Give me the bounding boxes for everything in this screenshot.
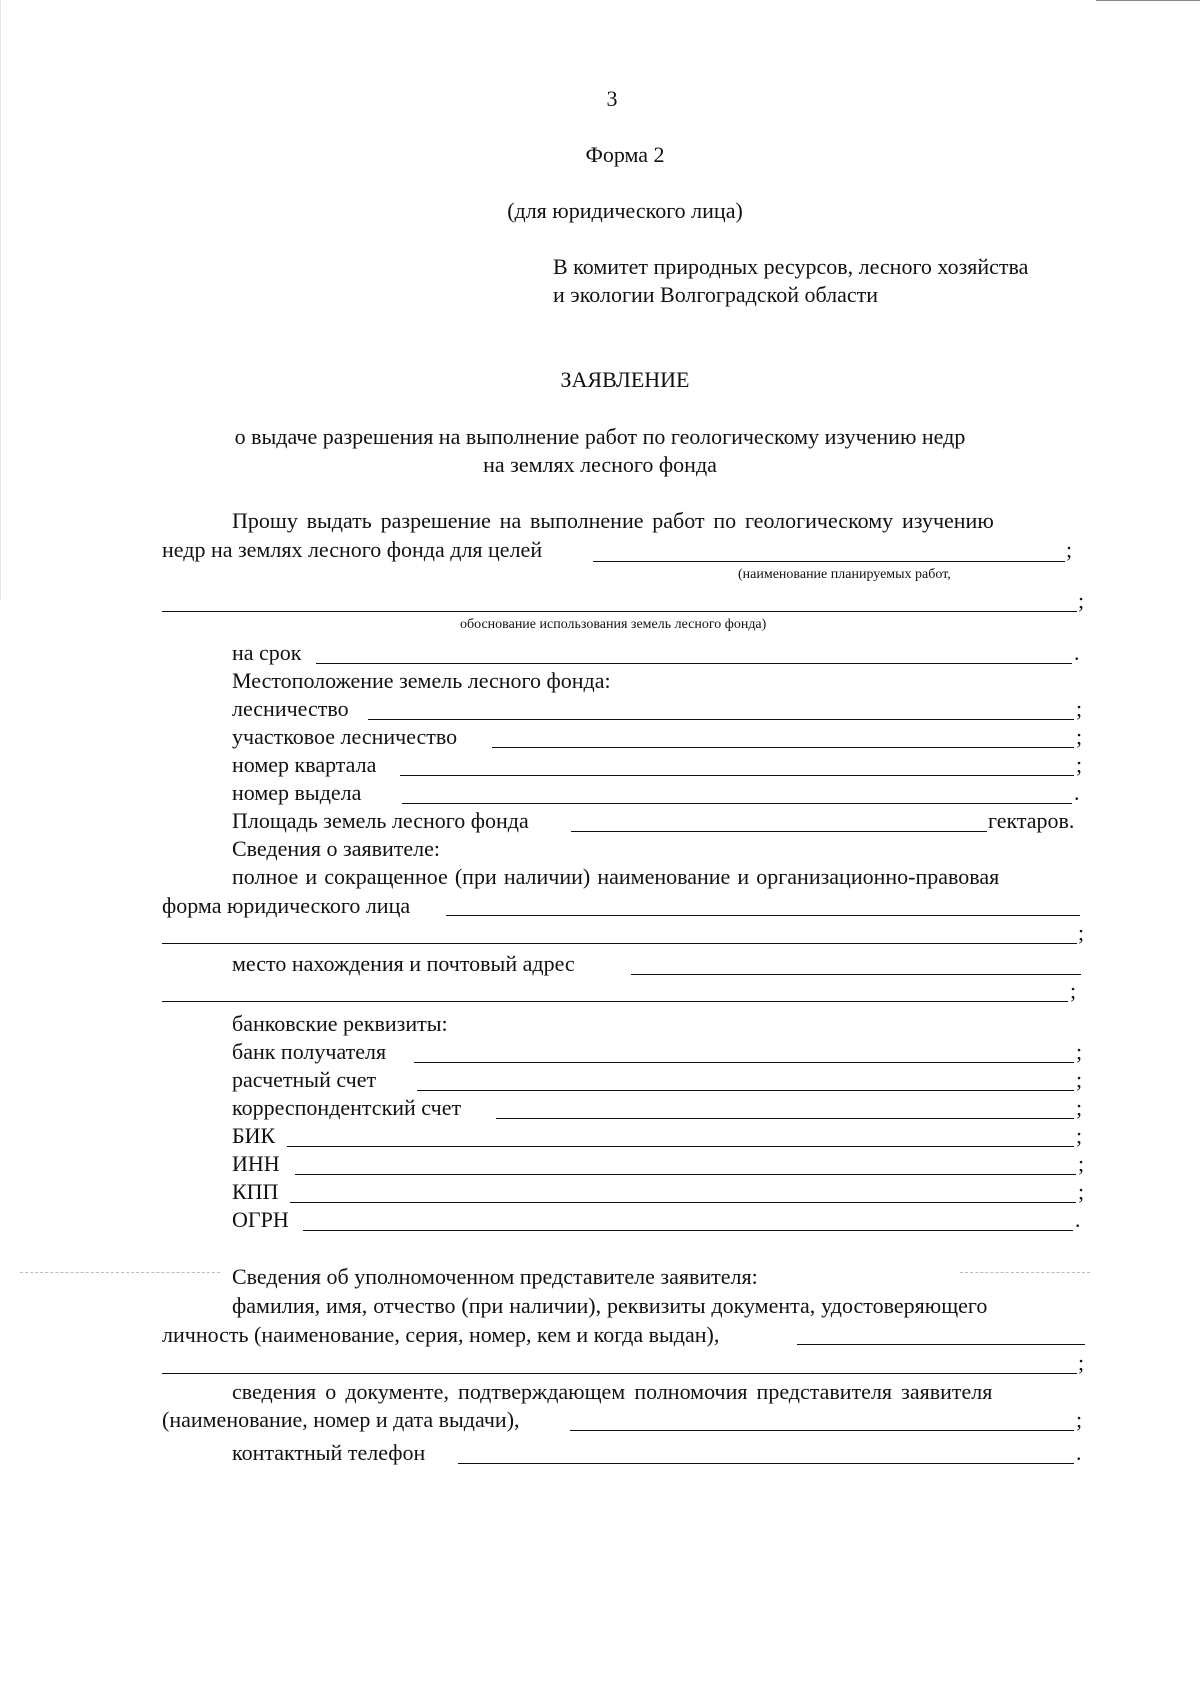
org-name-line-1: полное и сокращенное (при наличии) наименование и организационно-правовая	[232, 864, 1000, 889]
inn-input-line	[295, 1174, 1076, 1175]
document-subtitle-line-1: о выдаче разрешения на выполнение работ по геологическому изучению недр	[234, 424, 966, 449]
representative-id-input-line-2	[162, 1373, 1077, 1374]
document-subtitle-line-2: на землях лесного фонда	[483, 452, 717, 477]
address-input-line-2	[162, 1001, 1068, 1002]
semicolon: ;	[1076, 724, 1083, 749]
form-label: Форма 2	[585, 142, 665, 167]
term-label: на срок	[232, 640, 302, 665]
inn-label: ИНН	[232, 1151, 280, 1176]
scan-edge	[1096, 0, 1200, 1]
quarter-label: номер квартала	[232, 752, 377, 777]
corr-account-input-line	[496, 1118, 1074, 1119]
semicolon: ;	[1076, 752, 1083, 777]
bik-input-line	[287, 1146, 1074, 1147]
page-number: 3	[606, 86, 618, 111]
area-input-line	[571, 831, 987, 832]
quarter-input-line	[400, 775, 1074, 776]
semicolon: ;	[1076, 1095, 1083, 1120]
district-forestry-label: участковое лесничество	[232, 724, 458, 749]
semicolon: ;	[1070, 978, 1077, 1003]
intro-line-1: Прошу выдать разрешение на выполнение работ по геологическому изучению	[232, 508, 994, 533]
recipient-line-1: В комитет природных ресурсов, лесного хозяйства	[553, 254, 1029, 279]
location-heading: Местоположение земель лесного фонда:	[232, 668, 611, 693]
address-input-line	[631, 974, 1081, 975]
representative-heading: Сведения об уполномоченном представителе заявителя:	[232, 1264, 758, 1289]
semicolon: ;	[1078, 1350, 1085, 1375]
representative-id-line-1: фамилия, имя, отчество (при наличии), реквизиты документа, удостоверяющего	[232, 1293, 988, 1318]
scan-artifact-line	[960, 1272, 1090, 1273]
semicolon: ;	[1066, 537, 1073, 562]
semicolon: ;	[1078, 588, 1085, 613]
representative-id-line-2: личность (наименование, серия, номер, кем и когда выдан),	[162, 1322, 720, 1347]
purpose-hint-2: обоснование использования земель лесного фонда)	[460, 617, 767, 632]
period: .	[1074, 780, 1080, 805]
forestry-input-line	[368, 719, 1074, 720]
semicolon: ;	[1078, 920, 1085, 945]
corr-account-label: корреспондентский счет	[232, 1095, 462, 1120]
form-subtitle: (для юридического лица)	[507, 198, 743, 223]
purpose-input-line	[593, 561, 1065, 562]
district-forestry-input-line	[492, 747, 1074, 748]
org-name-line-2: форма юридического лица	[162, 893, 411, 918]
semicolon: ;	[1076, 1039, 1083, 1064]
account-label: расчетный счет	[232, 1067, 377, 1092]
period: .	[1076, 1440, 1082, 1465]
ogrn-label: ОГРН	[232, 1207, 289, 1232]
semicolon: ;	[1076, 1067, 1083, 1092]
period: .	[1075, 1207, 1081, 1232]
recipient-line-2: и экологии Волгоградской области	[553, 282, 879, 307]
purpose-input-line-2	[162, 611, 1077, 612]
intro-line-2: недр на землях лесного фонда для целей	[162, 537, 543, 562]
representative-id-input-line	[797, 1344, 1085, 1345]
scan-edge	[0, 0, 5, 600]
kpp-input-line	[290, 1202, 1076, 1203]
semicolon: ;	[1076, 696, 1083, 721]
bank-label: банк получателя	[232, 1039, 387, 1064]
org-name-input-line	[446, 915, 1080, 916]
address-label: место нахождения и почтовый адрес	[232, 951, 575, 976]
forestry-label: лесничество	[232, 696, 349, 721]
semicolon: ;	[1078, 1179, 1085, 1204]
semicolon: ;	[1076, 1123, 1083, 1148]
document-title: ЗАЯВЛЕНИЕ	[560, 367, 690, 392]
bank-heading: банковские реквизиты:	[232, 1011, 448, 1036]
bik-label: БИК	[232, 1123, 276, 1148]
ogrn-input-line	[303, 1230, 1073, 1231]
semicolon: ;	[1076, 1407, 1083, 1432]
account-input-line	[417, 1090, 1074, 1091]
org-name-input-line-2	[162, 943, 1077, 944]
phone-input-line	[458, 1463, 1074, 1464]
applicant-heading: Сведения о заявителе:	[232, 836, 441, 861]
authority-line-2: (наименование, номер и дата выдачи),	[162, 1407, 520, 1432]
authority-line-1: сведения о документе, подтверждающем полномочия представителя заявителя	[232, 1379, 993, 1404]
period: .	[1074, 640, 1080, 665]
allotment-input-line	[402, 803, 1072, 804]
semicolon: ;	[1078, 1151, 1085, 1176]
authority-input-line	[570, 1430, 1074, 1431]
area-unit: гектаров.	[988, 808, 1075, 833]
phone-label: контактный телефон	[232, 1440, 426, 1465]
purpose-hint-1: (наименование планируемых работ,	[738, 567, 951, 582]
allotment-label: номер выдела	[232, 780, 362, 805]
term-input-line	[316, 663, 1072, 664]
scan-artifact-line	[20, 1272, 220, 1273]
area-label: Площадь земель лесного фонда	[232, 808, 529, 833]
kpp-label: КПП	[232, 1179, 279, 1204]
bank-input-line	[414, 1062, 1074, 1063]
